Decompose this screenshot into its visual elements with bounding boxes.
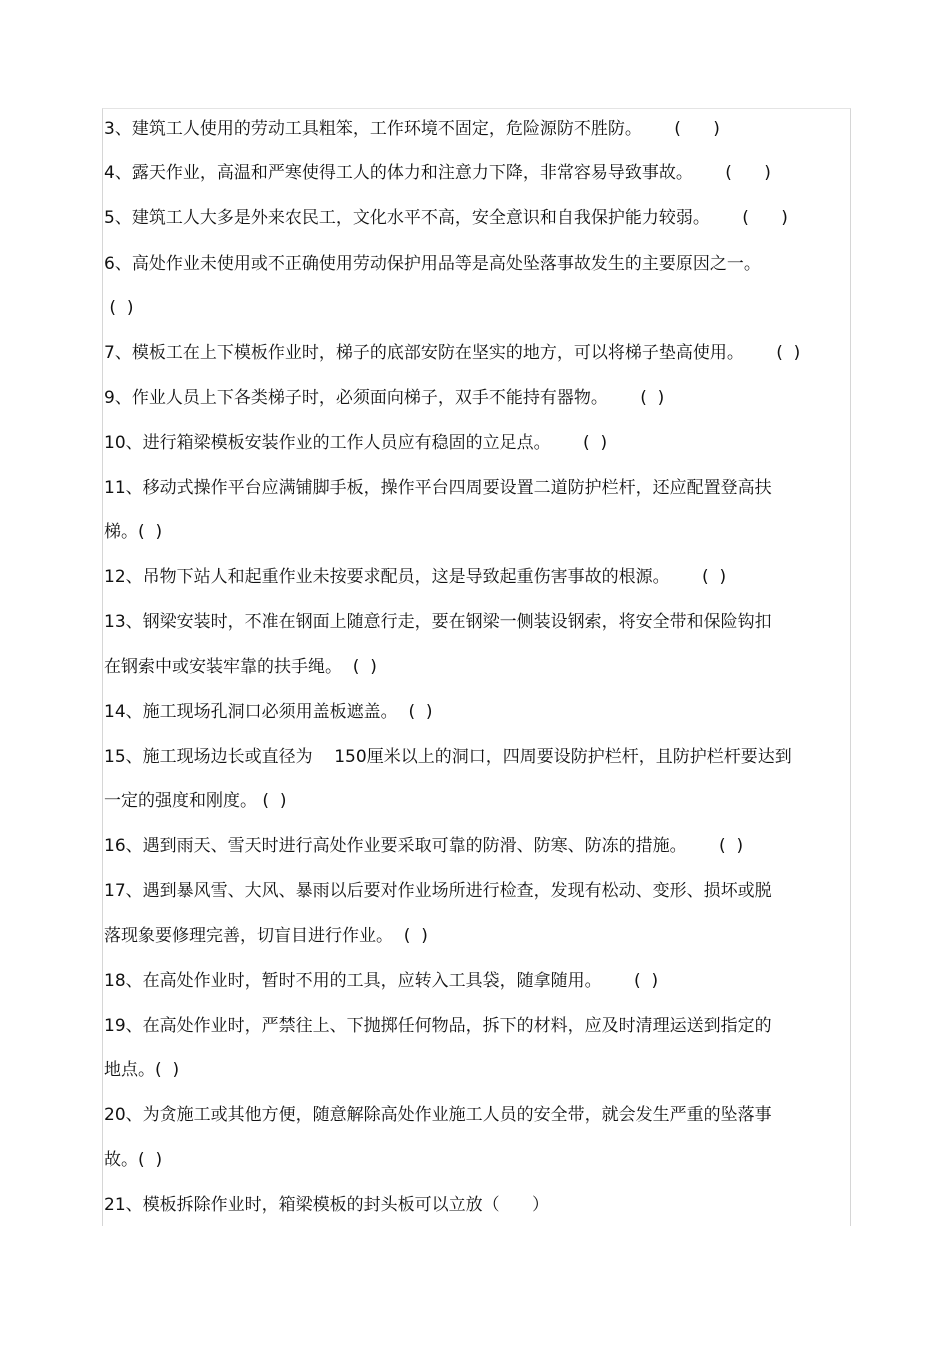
question-line: 17、遇到暴风雪、大风、暴雨以后要对作业场所进行检查，发现有松动、变形、损坏或脱: [104, 881, 772, 901]
question-line: 一定的强度和刚度。 ( ): [104, 791, 287, 811]
question-line: 落现象要修理完善，切盲目进行作业。 ( ): [104, 926, 428, 946]
question-line: ( ): [104, 298, 134, 318]
question-line: 9、作业人员上下各类梯子时，必须面向梯子，双手不能持有器物。 ( ): [104, 388, 665, 408]
question-line: 14、施工现场孔洞口必须用盖板遮盖。 ( ): [104, 702, 433, 722]
question-line: 20、为贪施工或其他方便，随意解除高处作业施工人员的安全带，就会发生严重的坠落事: [104, 1105, 772, 1125]
question-line: 10、进行箱梁模板安装作业的工作人员应有稳固的立足点。 ( ): [104, 433, 608, 453]
question-line: 6、高处作业未使用或不正确使用劳动保护用品等是高处坠落事故发生的主要原因之一。: [104, 254, 761, 274]
question-line: 18、在高处作业时，暂时不用的工具，应转入工具袋，随拿随用。 ( ): [104, 971, 659, 991]
question-line: 3、建筑工人使用的劳动工具粗笨，工作环境不固定，危险源防不胜防。 ( ): [104, 119, 720, 139]
question-line: 故。( ): [104, 1150, 163, 1170]
question-line: 4、露天作业，高温和严寒使得工人的体力和注意力下降，非常容易导致事故。 ( ): [104, 163, 771, 183]
question-line: 15、施工现场边长或直径为 150厘米以上的洞口，四周要设防护栏杆，且防护栏杆要达到: [104, 747, 792, 767]
question-line: 7、模板工在上下模板作业时，梯子的底部安防在坚实的地方，可以将梯子垫高使用。 ( ): [104, 343, 801, 363]
question-line: 21、模板拆除作业时，箱梁模板的封头板可以立放（ ）: [104, 1195, 550, 1215]
question-line: 12、吊物下站人和起重作业未按要求配员，这是导致起重伤害事故的根源。 ( ): [104, 567, 727, 587]
question-line: 在钢索中或安装牢靠的扶手绳。 ( ): [104, 657, 377, 677]
question-line: 13、钢梁安装时，不准在钢面上随意行走，要在钢梁一侧装设钢索，将安全带和保险钩扣: [104, 612, 772, 632]
question-line: 5、建筑工人大多是外来农民工，文化水平不高，安全意识和自我保护能力较弱。 ( ): [104, 208, 788, 228]
question-line: 梯。( ): [104, 522, 163, 542]
question-line: 16、遇到雨天、雪天时进行高处作业要采取可靠的防滑、防寒、防冻的措施。 ( ): [104, 836, 744, 856]
question-line: 19、在高处作业时，严禁往上、下抛掷任何物品，拆下的材料，应及时清理运送到指定的: [104, 1016, 772, 1036]
question-line: 11、移动式操作平台应满铺脚手板，操作平台四周要设置二道防护栏杆，还应配置登高扶: [104, 478, 772, 498]
question-line: 地点。( ): [104, 1060, 180, 1080]
